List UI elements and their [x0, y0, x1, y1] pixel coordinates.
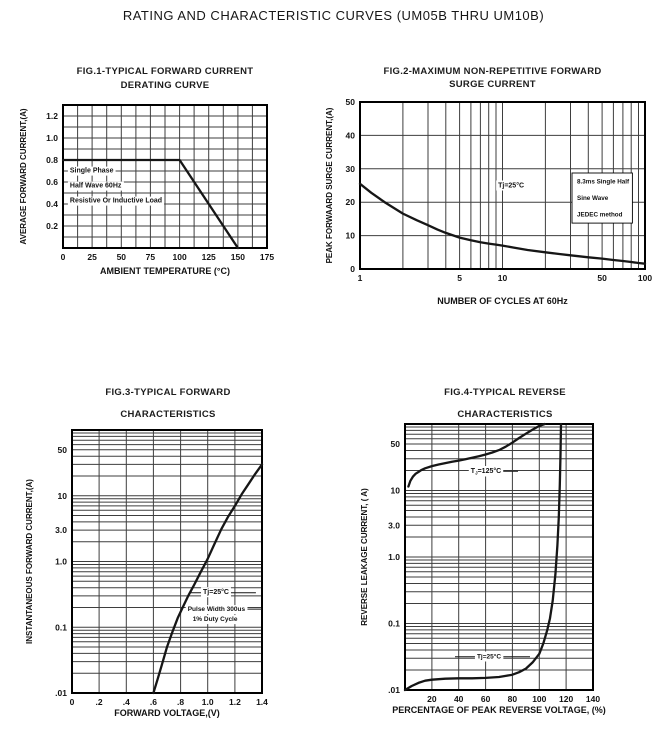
x-axis-label: FORWARD VOLTAGE,(V) — [114, 708, 220, 718]
x-tick-label: 1 — [357, 273, 363, 283]
y-axis-label: INSTANTANEOUS FORWARD CURRENT,(A) — [25, 479, 34, 644]
y-axis-label: PEAK FORWAARD SURGE CURRENT,(A) — [325, 107, 334, 264]
fig4-title-line1: FIG.4-TYPICAL REVERSE — [444, 387, 566, 398]
fig3-plot — [18, 418, 318, 720]
annotation-text: 1% Duty Cycle — [192, 616, 238, 624]
x-tick-label: 1.4 — [256, 697, 268, 707]
fig1-plot — [10, 92, 320, 282]
x-tick-label: 50 — [116, 252, 127, 262]
annotation-text: $T_J=125^\circ C$ — [470, 468, 502, 476]
y-tick-label: 10 — [345, 230, 355, 241]
x-tick-label: 100 — [532, 694, 547, 704]
annotation-box-line: JEDEC method — [577, 211, 623, 219]
x-tick-label: .4 — [122, 697, 130, 707]
y-tick-label: 0.1 — [388, 618, 400, 629]
x-tick-label: 20 — [427, 694, 437, 704]
y-tick-label: 20 — [345, 197, 355, 208]
figure-2-surge-current — [320, 60, 665, 312]
annotation-text: Tj=25°C — [476, 653, 502, 661]
fig1-title-line2: DERATING CURVE — [120, 80, 210, 91]
x-tick-label: 0 — [60, 252, 66, 262]
fig1-title-line1: FIG.1-TYPICAL FORWARD CURRENT — [76, 66, 254, 77]
y-tick-label: 10 — [390, 485, 400, 496]
x-tick-label: 25 — [87, 252, 97, 262]
annotation-box-line: 8.3ms Single Half — [577, 178, 630, 186]
x-tick-label: 175 — [259, 252, 275, 262]
x-tick-label: 1.2 — [228, 697, 241, 707]
x-tick-label: .2 — [95, 697, 103, 707]
y-tick-label: 50 — [390, 439, 400, 449]
annotation-text: Tj=25°C — [203, 589, 229, 597]
x-tick-label: 40 — [453, 694, 464, 704]
figure-1-derating-curve — [10, 60, 320, 292]
fig2-plot — [320, 92, 665, 312]
x-tick-label: 60 — [480, 694, 491, 704]
annotation-box-line: Sine Wave — [577, 195, 609, 202]
y-tick-label: 0.1 — [55, 622, 67, 633]
figure-4-reverse-characteristics — [355, 383, 655, 733]
y-tick-label: 40 — [345, 130, 355, 141]
y-axis-label: REVERSE LEAKAGE CURRENT, ( A) — [360, 488, 369, 626]
fig2-title-line2: SURGE CURRENT — [449, 79, 536, 90]
annotation-text: Tj=25°C — [498, 182, 525, 190]
x-tick-label: 10 — [497, 273, 508, 283]
fig3-title-line1: FIG.3-TYPICAL FORWARD — [105, 387, 231, 398]
x-tick-label: 100 — [172, 252, 187, 262]
page-title: RATING AND CHARACTERISTIC CURVES (UM05B THRU UM10B) — [122, 8, 545, 23]
x-tick-label: 80 — [507, 694, 518, 704]
y-axis-label: AVERAGE FORWARD CURRENT,(A) — [19, 108, 28, 245]
fig2-title-line1: FIG.2-MAXIMUM NON-REPETITIVE FORWARD — [383, 66, 602, 77]
x-tick-label: .6 — [149, 697, 157, 707]
x-tick-label: 140 — [585, 694, 601, 704]
y-tick-label: 1.2 — [46, 111, 58, 121]
x-tick-label: 120 — [559, 694, 574, 704]
y-tick-label: 1.0 — [46, 133, 58, 143]
y-tick-label: .01 — [55, 688, 67, 698]
y-tick-label: 0.8 — [46, 155, 58, 165]
annotation-text: Half Wave 60Hz — [69, 182, 122, 190]
y-tick-label: 50 — [345, 97, 355, 107]
annotation-text: Resistive Or Inductive Load — [69, 197, 163, 205]
fig4-title-line2: CHARACTERISTICS — [457, 409, 553, 420]
y-tick-label: 50 — [57, 444, 67, 455]
x-tick-label: 1.0 — [201, 697, 214, 707]
x-tick-label: 0 — [69, 697, 75, 707]
x-tick-label: 125 — [201, 252, 216, 262]
x-tick-label: 50 — [597, 273, 607, 283]
x-tick-label: 100 — [637, 273, 653, 283]
x-axis-label: AMBIENT TEMPERATURE (°C) — [100, 266, 230, 276]
y-tick-label: 30 — [345, 163, 355, 174]
y-tick-label: 0.4 — [46, 199, 58, 209]
y-tick-label: 0 — [350, 264, 355, 274]
fig3-title-line2: CHARACTERISTICS — [120, 409, 216, 420]
x-axis-label: PERCENTAGE OF PEAK REVERSE VOLTAGE, (%) — [392, 705, 606, 715]
y-tick-label: 3.0 — [55, 525, 67, 536]
x-tick-label: .8 — [177, 697, 185, 707]
y-tick-label: 3.0 — [388, 520, 400, 531]
x-tick-label: 75 — [145, 252, 156, 262]
y-tick-label: 1.0 — [388, 552, 400, 562]
curve-leakage-125C — [408, 424, 544, 487]
annotation-text: Pulse Width 300us — [187, 606, 246, 614]
annotation-text: Single Phase — [69, 167, 114, 175]
y-tick-label: 10 — [57, 490, 67, 501]
y-tick-label: 0.6 — [46, 177, 58, 187]
y-tick-label: 0.2 — [46, 221, 58, 231]
y-tick-label: .01 — [388, 685, 400, 695]
x-tick-label: 150 — [230, 252, 245, 262]
y-tick-label: 1.0 — [55, 556, 67, 567]
x-tick-label: 5 — [457, 273, 462, 283]
x-axis-label: NUMBER OF CYCLES AT 60Hz — [437, 296, 568, 306]
fig4-plot — [355, 418, 655, 720]
figure-3-forward-characteristics — [18, 383, 318, 733]
